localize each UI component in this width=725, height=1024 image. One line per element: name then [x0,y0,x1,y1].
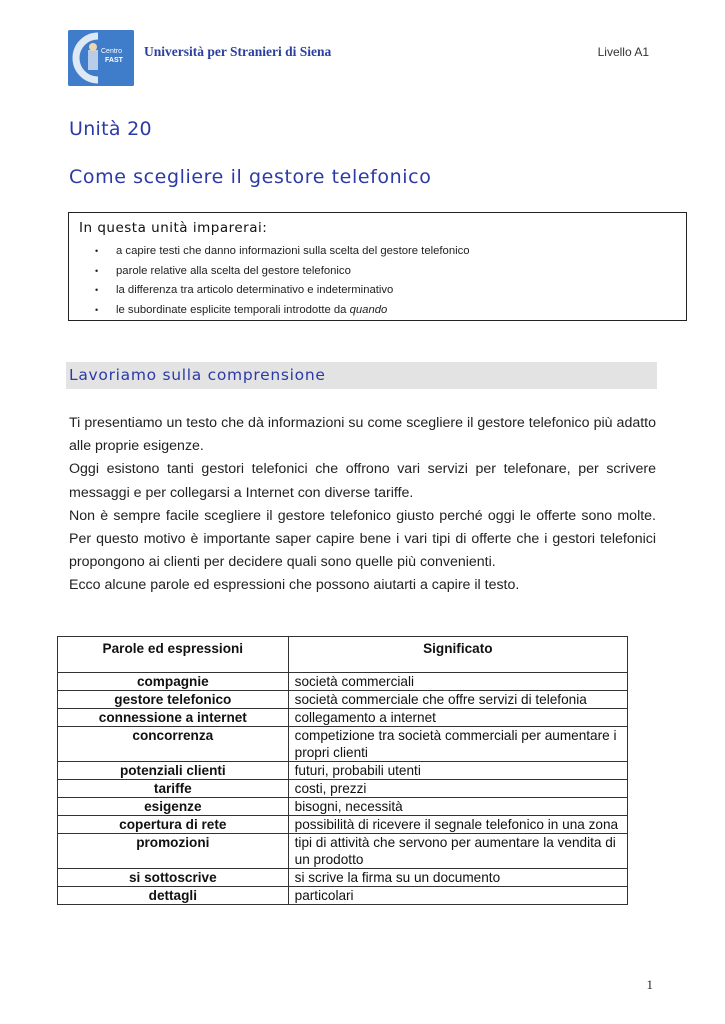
table-row: gestore telefonico società commerciale che offre servizi di telefonia [58,691,628,709]
body-paragraph: Ecco alcune parole ed espressioni che possono aiutarti a capire il testo. [69,577,520,594]
objective-emphasis: quando [349,303,388,316]
logo-text-1: Centro [101,48,123,55]
unit-subtitle: Come scegliere il gestore telefonico [69,166,432,188]
table-row: compagnie società commerciali [58,673,628,691]
level-label: Livello A1 [597,45,649,59]
bullet-icon: • [95,246,99,256]
table-row: copertura di rete possibilità di ricevere il segnale telefonico in una zona [58,816,628,834]
table-row: dettagli particolari [58,887,628,905]
objective-item: • le subordinate esplicite temporali introdotte da quando [69,301,470,321]
unit-title: Unità 20 [69,118,152,140]
table-row: concorrenza competizione tra società commerciali per aumentare i propri clienti [58,727,628,762]
body-paragraph: Oggi esistono tanti gestori telefonici che offrono vari servizi per telefonare, per scrivere messaggi e per collegarsi a Internet con diverse tariffe. [69,461,656,501]
table-row: tariffe costi, prezzi [58,780,628,798]
table-header-terms: Parole ed espressioni [58,637,289,673]
university-name: Università per Stranieri di Siena [144,44,332,59]
table-body [58,673,628,905]
table-row: esigenze bisogni, necessità [58,798,628,816]
body-paragraph: Non è sempre facile scegliere il gestore telefonico giusto perché oggi le offerte sono molte. Per questo motivo è importante saper capire bene i vari tipi di offerte che i gestori telefonici propongono ai clienti per decidere quali sono quelle più convenienti. [69,507,656,571]
objectives-box [68,212,687,321]
table-row: connessione a internet collegamento a internet [58,709,628,727]
table-row: promozioni tipi di attività che servono per aumentare la vendita di un prodotto [58,834,628,869]
objective-item: • parole relative alla scelta del gestore telefonico [69,262,470,282]
bullet-icon: • [95,265,99,276]
body-paragraph: Ti presentiamo un testo che dà informazioni su come scegliere il gestore telefonico più adatto alle proprie esigenze. [69,415,656,455]
section-title: Lavoriamo sulla comprensione [69,366,326,384]
objectives-list [69,242,470,320]
table-header-meaning: Significato [288,637,627,673]
page-number: 1 [646,977,653,992]
logo-text-2: FAST [105,57,123,64]
objective-item: • a capire testi che danno informazioni sulla scelta del gestore telefonico [69,242,470,262]
objective-item: • la differenza tra articolo determinativo e indeterminativo [69,281,470,301]
table-row: potenziali clienti futuri, probabili utenti [58,762,628,780]
table-row: si sottoscrive si scrive la firma su un documento [58,869,628,887]
section-header [66,362,657,389]
objectives-title: In questa unità imparerai: [79,220,268,236]
vocabulary-table [57,636,628,905]
body-text [69,412,656,598]
bullet-icon: • [95,304,99,315]
bullet-icon: • [95,285,99,295]
centro-fast-logo [68,30,134,86]
